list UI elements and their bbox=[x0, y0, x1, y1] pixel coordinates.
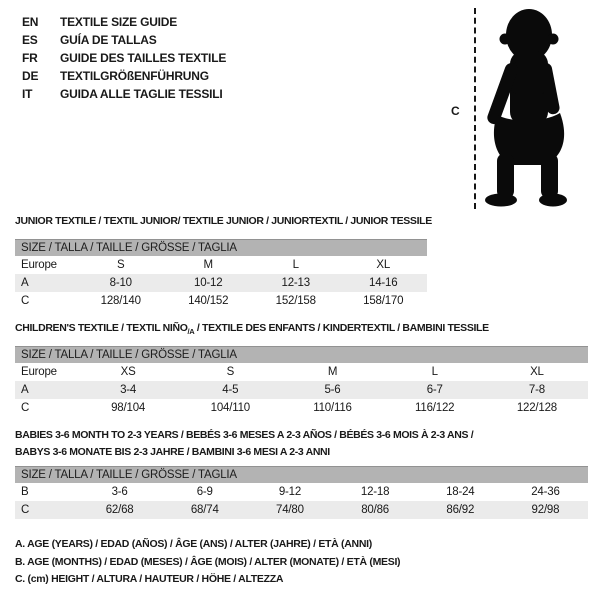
lang-code: ES bbox=[22, 33, 38, 47]
row-label: C bbox=[21, 504, 30, 516]
table-row-europe bbox=[15, 256, 427, 274]
height-cell: 140/152 bbox=[188, 295, 229, 307]
age-cell: 12-13 bbox=[281, 277, 310, 289]
junior-table-title: JUNIOR TEXTILE / TEXTIL JUNIOR/ TEXTILE JUNIOR / JUNIORTEXTIL / JUNIOR TESSILE bbox=[15, 215, 432, 227]
size-cell: S bbox=[117, 259, 125, 271]
height-cell: 152/158 bbox=[275, 295, 316, 307]
height-cell: 86/92 bbox=[446, 504, 475, 516]
age-cell: 24-36 bbox=[531, 486, 560, 498]
table-row-height bbox=[15, 399, 588, 417]
table-row-height bbox=[15, 501, 588, 519]
height-measure-label: C bbox=[451, 104, 460, 118]
size-cell: M bbox=[203, 259, 213, 271]
size-cell: M bbox=[327, 366, 338, 378]
size-header-row: SIZE / TALLA / TAILLE / GRÖSSE / TAGLIA bbox=[15, 466, 588, 483]
lang-code: IT bbox=[22, 87, 33, 101]
lang-title: TEXTILE SIZE GUIDE bbox=[60, 15, 178, 29]
age-cell: 8-10 bbox=[109, 277, 132, 289]
lang-title: GUÍA DE TALLAS bbox=[60, 33, 157, 47]
size-cell: XL bbox=[376, 259, 391, 271]
height-cell: 68/74 bbox=[190, 504, 219, 516]
row-label: A bbox=[21, 384, 29, 396]
table-row-height bbox=[15, 292, 427, 310]
lang-row-fr bbox=[22, 49, 226, 67]
size-cell: L bbox=[431, 366, 438, 378]
age-cell: 9-12 bbox=[278, 486, 302, 498]
age-cell: 18-24 bbox=[446, 486, 475, 498]
legend-line-c: C. (cm) HEIGHT / ALTURA / HAUTEUR / HÖHE / ALTEZZA bbox=[15, 573, 284, 585]
table-row-age bbox=[15, 381, 588, 399]
legend-line-a: A. AGE (YEARS) / EDAD (AÑOS) / ÂGE (ANS) / ALTER (JAHRE) / ETÀ (ANNI) bbox=[15, 538, 372, 550]
age-cell: 5-6 bbox=[324, 384, 341, 396]
lang-title: TEXTILGRÖßENFÜHRUNG bbox=[60, 69, 209, 83]
height-cell: 116/122 bbox=[415, 402, 455, 414]
height-cell: 128/140 bbox=[100, 295, 141, 307]
lang-title: GUIDE DES TAILLES TEXTILE bbox=[60, 51, 227, 65]
title-subscript: /A bbox=[187, 327, 195, 337]
age-cell: 6-7 bbox=[426, 384, 443, 396]
table-row-age bbox=[15, 274, 427, 292]
row-label: A bbox=[21, 277, 29, 289]
height-cell: 74/80 bbox=[276, 504, 304, 516]
row-label: C bbox=[21, 295, 30, 307]
lang-title: GUIDA ALLE TAGLIE TESSILI bbox=[60, 87, 223, 101]
title-part: CHILDREN'S TEXTILE / TEXTIL NIÑO bbox=[15, 322, 188, 334]
children-table-title bbox=[15, 320, 489, 340]
size-cell: XL bbox=[530, 366, 544, 378]
row-label: Europe bbox=[21, 366, 57, 378]
size-cell: S bbox=[226, 366, 235, 378]
babies-size-table bbox=[15, 466, 588, 519]
measurement-figure bbox=[445, 3, 597, 215]
height-cell: 80/86 bbox=[361, 504, 389, 516]
lang-row-it bbox=[22, 85, 226, 103]
height-cell: 158/170 bbox=[363, 295, 404, 307]
title-line-2: BABYS 3-6 MONATE BIS 2-3 JAHRE / BAMBINI 3-6 MESI A 2-3 ANNI bbox=[15, 446, 330, 458]
lang-code: FR bbox=[22, 51, 38, 65]
title-line-1: BABIES 3-6 MONTH TO 2-3 YEARS / BEBÉS 3-6 MESES A 2-3 AÑOS / BÉBÉS 3-6 MOIS À 2-3 ANS / bbox=[15, 429, 474, 441]
table-row-europe bbox=[15, 363, 588, 381]
table-row-age-months bbox=[15, 483, 588, 501]
age-cell: 7-8 bbox=[528, 384, 545, 396]
row-label: Europe bbox=[21, 259, 57, 271]
lang-row-de bbox=[22, 67, 226, 85]
children-size-table bbox=[15, 346, 588, 417]
size-header-row: SIZE / TALLA / TAILLE / GRÖSSE / TAGLIA bbox=[15, 239, 427, 256]
size-cell: L bbox=[292, 259, 299, 271]
junior-size-table bbox=[15, 239, 427, 310]
row-label: B bbox=[21, 486, 29, 498]
age-cell: 3-4 bbox=[120, 384, 137, 396]
height-cell: 92/98 bbox=[531, 504, 560, 516]
height-cell: 104/110 bbox=[210, 402, 250, 414]
title-part: / TEXTILE DES ENFANTS / KINDERTEXTIL / BAMBINI TESSILE bbox=[194, 322, 489, 334]
age-cell: 3-6 bbox=[111, 486, 128, 498]
baby-silhouette bbox=[483, 7, 575, 211]
height-cell: 122/128 bbox=[516, 402, 557, 414]
lang-row-es bbox=[22, 31, 226, 49]
lang-code: DE bbox=[22, 69, 39, 83]
row-label: C bbox=[21, 402, 30, 414]
babies-table-title bbox=[15, 427, 473, 461]
size-cell: XS bbox=[120, 366, 136, 378]
height-cell: 98/104 bbox=[111, 402, 146, 414]
measurement-legend bbox=[15, 536, 400, 589]
size-header-row: SIZE / TALLA / TAILLE / GRÖSSE / TAGLIA bbox=[15, 346, 588, 363]
age-cell: 14-16 bbox=[369, 277, 398, 289]
lang-row-en bbox=[22, 13, 226, 31]
age-cell: 4-5 bbox=[222, 384, 239, 396]
age-cell: 10-12 bbox=[194, 277, 223, 289]
lang-code: EN bbox=[22, 15, 39, 29]
language-title-list bbox=[22, 13, 226, 103]
height-cell: 110/116 bbox=[313, 402, 352, 414]
age-cell: 12-18 bbox=[360, 486, 390, 498]
height-cell: 62/68 bbox=[105, 504, 134, 516]
legend-line-b: B. AGE (MONTHS) / EDAD (MESES) / ÂGE (MOIS) / ALTER (MONATE) / ETÀ (MESI) bbox=[15, 555, 401, 568]
age-cell: 6-9 bbox=[196, 486, 213, 498]
height-dashed-line bbox=[474, 8, 476, 209]
